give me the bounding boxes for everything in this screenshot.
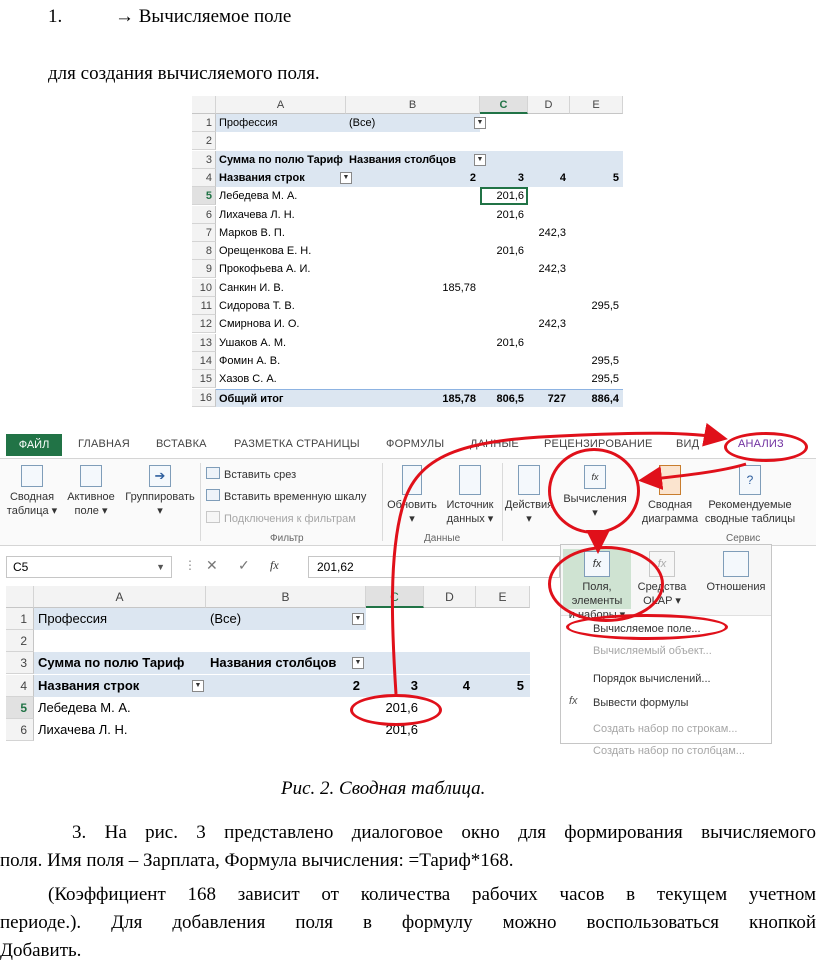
cell-c2[interactable] <box>480 132 528 150</box>
cell-c12[interactable] <box>480 315 528 333</box>
cell-c15[interactable] <box>480 370 528 388</box>
cell-e12[interactable] <box>570 315 623 333</box>
cell-a6[interactable]: Лихачева Л. Н. <box>38 722 128 737</box>
table-row <box>192 151 623 169</box>
cell-a5[interactable]: Лебедева М. А. <box>38 699 131 715</box>
table-row <box>192 169 623 187</box>
group-label-data: Данные <box>424 533 461 544</box>
cell-e15[interactable]: 295,5 <box>591 373 619 386</box>
paragraph-1-line-1: 3. На рис. 3 представлено диалоговое окно для формирования вычисляемого <box>72 822 816 843</box>
cell-a12[interactable]: Смирнова И. О. <box>219 318 300 331</box>
calculations-fx-icon: fx <box>584 465 606 489</box>
cell-a5[interactable]: Лебедева М. А. <box>219 190 298 203</box>
cell-c16[interactable]: 806,5 <box>480 389 528 407</box>
row-number[interactable]: 15 <box>192 370 216 388</box>
col-header-a[interactable]: A <box>34 586 206 608</box>
table-row <box>192 297 623 315</box>
data-source-label-1: Источник <box>446 499 494 511</box>
col-header-d[interactable]: D <box>528 96 570 114</box>
table-row <box>192 260 623 278</box>
cell-b1[interactable]: (Все) <box>206 608 366 630</box>
row-number[interactable]: 12 <box>192 315 216 333</box>
row-number[interactable]: 3 <box>192 151 216 169</box>
tab-view[interactable]: ВИД <box>676 438 700 450</box>
group-label-2: ▾ <box>157 505 163 517</box>
fields-items-sets-label-1: Поля, элементы <box>571 581 623 607</box>
cell-e9[interactable] <box>570 260 623 278</box>
cancel-icon[interactable]: ✕ <box>206 557 218 573</box>
cell-b3[interactable]: Названия столбцов <box>346 151 480 169</box>
row-number[interactable]: 4 <box>192 169 216 187</box>
cell-d2[interactable] <box>528 132 570 150</box>
table-row <box>192 187 623 205</box>
cell-b2[interactable] <box>346 132 480 150</box>
formula-input[interactable]: 201,62 <box>308 556 560 578</box>
active-field-label-1: Активное <box>67 491 115 503</box>
table-row <box>192 242 623 260</box>
tab-insert[interactable]: ВСТАВКА <box>156 438 207 450</box>
row-number[interactable]: 6 <box>6 719 34 741</box>
figure-caption: Рис. 2. Сводная таблица. <box>281 778 486 799</box>
menu-create-set-columns[interactable]: Создать набор по столбцам... <box>593 745 745 757</box>
cell-a11[interactable]: Сидорова Т. В. <box>219 300 295 312</box>
cell-b7[interactable] <box>346 224 480 242</box>
col-header-b[interactable]: B <box>206 586 366 608</box>
cell-a3[interactable]: Сумма по полю Тариф <box>34 652 206 674</box>
cell-b12[interactable] <box>346 315 480 333</box>
col-header-c[interactable]: C <box>366 586 424 608</box>
cell-b3[interactable]: Названия столбцов <box>206 652 366 674</box>
cell-e11[interactable]: 295,5 <box>591 300 619 312</box>
olap-tools-icon: fx <box>649 551 675 577</box>
menu-calculated-field[interactable]: Вычисляемое поле... <box>593 623 701 635</box>
table-row <box>192 370 623 388</box>
cell-e14[interactable]: 295,5 <box>591 354 619 367</box>
cell-e4[interactable]: 5 <box>570 169 623 187</box>
tab-formulas[interactable]: ФОРМУЛЫ <box>386 438 445 450</box>
group-label-1: Группировать <box>125 491 195 503</box>
tab-data[interactable]: ДАННЫЕ <box>470 438 519 450</box>
intro-line: для создания вычисляемого поля. <box>48 63 320 84</box>
cell-a13[interactable]: Ушаков А. М. <box>219 336 287 349</box>
cell-c13[interactable]: 201,6 <box>496 336 524 349</box>
cell-b11[interactable] <box>346 297 480 315</box>
cell-e5[interactable] <box>570 187 623 205</box>
row-number[interactable]: 4 <box>6 675 34 697</box>
tab-review[interactable]: РЕЦЕНЗИРОВАНИЕ <box>544 438 653 450</box>
cell-d12[interactable]: 242,3 <box>538 318 566 331</box>
cell-d14[interactable] <box>528 352 570 370</box>
menu-create-set-rows[interactable]: Создать набор по строкам... <box>593 723 738 735</box>
row-number[interactable]: 8 <box>192 242 216 260</box>
cell-d15[interactable] <box>528 370 570 388</box>
col-header-e[interactable]: E <box>570 96 623 114</box>
row-number[interactable]: 6 <box>192 206 216 224</box>
cell-d9[interactable]: 242,3 <box>538 263 566 276</box>
tab-analyze[interactable]: АНАЛИЗ <box>738 438 784 450</box>
menu-solve-order[interactable]: Порядок вычислений... <box>593 673 711 685</box>
cell-c4[interactable]: 3 <box>480 169 528 187</box>
chevron-down-icon[interactable]: ▼ <box>156 562 165 572</box>
cell-a6[interactable]: Лихачева Л. Н. <box>219 208 295 221</box>
formula-bar-splitter-icon[interactable]: ⋮ <box>184 558 196 572</box>
cell-e13[interactable] <box>570 334 623 352</box>
cell-b15[interactable] <box>346 370 480 388</box>
cell-c6[interactable]: 201,6 <box>496 208 524 221</box>
row-number[interactable]: 2 <box>192 132 216 150</box>
cell-d4[interactable]: 4 <box>424 675 476 697</box>
cell-e16[interactable]: 886,4 <box>570 389 623 407</box>
cell-c4[interactable]: 3 <box>366 675 424 697</box>
cell-e10[interactable] <box>570 279 623 297</box>
col-header-b[interactable]: B <box>346 96 480 114</box>
group-label-service: Сервис <box>726 533 761 544</box>
cell-b9[interactable] <box>346 260 480 278</box>
cell-c3[interactable] <box>480 151 528 169</box>
tab-page-layout[interactable]: РАЗМЕТКА СТРАНИЦЫ <box>234 438 360 450</box>
cell-d5[interactable] <box>528 187 570 205</box>
row-number[interactable]: 1 <box>6 608 34 630</box>
menu-list-formulas[interactable]: Вывести формулы <box>593 697 689 709</box>
group-label-filter: Фильтр <box>270 533 304 544</box>
cell-a7[interactable]: Марков В. П. <box>219 226 285 239</box>
row-labels-dropdown-icon[interactable]: ▼ <box>192 680 204 692</box>
table-row <box>192 224 623 242</box>
row-number[interactable]: 5 <box>192 187 216 205</box>
col-header-a[interactable]: A <box>216 96 346 114</box>
cell-c7[interactable] <box>480 224 528 242</box>
cell-a1[interactable]: Профессия <box>216 114 346 132</box>
select-all-corner[interactable] <box>192 96 216 114</box>
pivot-chart-label-2: диаграмма <box>641 513 699 525</box>
table-row <box>192 132 623 150</box>
row-number[interactable]: 9 <box>192 260 216 278</box>
menu-calculated-item[interactable]: Вычисляемый объект... <box>593 645 712 657</box>
cell-e4[interactable]: 5 <box>476 675 530 697</box>
row-number[interactable]: 3 <box>6 652 34 674</box>
col-header-c[interactable]: C <box>480 96 528 114</box>
row-number[interactable]: 11 <box>192 297 216 315</box>
pivot-chart-label-1: Сводная <box>647 499 693 511</box>
cell-b10[interactable]: 185,78 <box>442 281 476 294</box>
cell-e7[interactable] <box>570 224 623 242</box>
cell-d7[interactable]: 242,3 <box>538 226 566 239</box>
cell-b5[interactable] <box>346 187 480 205</box>
paragraph-2-line-2: периоде.). Для добавления поля в формулу можно воспользоваться кнопкой <box>0 912 816 933</box>
table-row <box>192 315 623 333</box>
table-row <box>192 352 623 370</box>
cell-d1[interactable] <box>528 114 570 132</box>
cell-a9[interactable]: Прокофьева А. И. <box>219 263 311 276</box>
list-number: 1. <box>48 6 63 27</box>
paragraph-2-line-3: Добавить. <box>0 940 82 961</box>
olap-tools-label-2: OLAP ▾ <box>643 595 681 607</box>
table-row <box>192 206 623 224</box>
cell-c5[interactable]: 201,6 <box>385 699 418 715</box>
cell-d6[interactable] <box>528 206 570 224</box>
cell-b4[interactable]: 2 <box>206 675 366 697</box>
cell-d10[interactable] <box>528 279 570 297</box>
row-number[interactable]: 2 <box>6 630 34 652</box>
insert-function-icon[interactable]: fx <box>270 558 279 572</box>
pivot-table-label-1: Сводная <box>9 491 55 503</box>
row-number[interactable]: 13 <box>192 334 216 352</box>
row-labels-dropdown-icon[interactable]: ▼ <box>340 172 352 184</box>
table-row <box>192 279 623 297</box>
cell-b4[interactable]: 2 <box>346 169 480 187</box>
row-number[interactable]: 16 <box>192 389 216 407</box>
cell-b13[interactable] <box>346 334 480 352</box>
cell-a3[interactable]: Сумма по полю Тариф <box>216 151 346 169</box>
fields-fx-icon: fx <box>584 551 610 577</box>
cell-e2[interactable] <box>570 132 623 150</box>
cell-c10[interactable] <box>480 279 528 297</box>
filter-connections-label: Подключения к фильтрам <box>224 513 356 525</box>
row-number[interactable]: 5 <box>6 697 34 719</box>
recommended-pivot-label-2: сводные таблицы <box>704 513 796 525</box>
column-labels-dropdown-icon[interactable]: ▼ <box>352 657 364 669</box>
paragraph-2-line-1: (Коэффициент 168 зависит от количества рабочих часов в текущем учетном <box>48 884 816 905</box>
cell-a4[interactable]: Названия строк <box>34 675 206 697</box>
cell-e3[interactable] <box>570 151 623 169</box>
recommended-pivot-icon: ? <box>739 465 761 495</box>
cell-c5[interactable]: 201,6 <box>480 187 528 205</box>
actions-label-2: ▾ <box>526 513 532 525</box>
cell-a2[interactable] <box>216 132 346 150</box>
table-row <box>192 334 623 352</box>
cell-c6[interactable]: 201,6 <box>385 722 418 737</box>
cell-a14[interactable]: Фомин А. В. <box>219 354 281 367</box>
cell-d11[interactable] <box>528 297 570 315</box>
cell-b1[interactable]: (Все) <box>346 114 480 132</box>
cell-b6[interactable] <box>346 206 480 224</box>
paragraph-1-line-2: поля. Имя поля – Зарплата, Формула вычисления: =Тариф*168. <box>0 850 514 871</box>
cell-c8[interactable]: 201,6 <box>496 245 524 258</box>
column-labels-dropdown-icon[interactable]: ▼ <box>474 154 486 166</box>
row-number[interactable]: 14 <box>192 352 216 370</box>
cell-c9[interactable] <box>480 260 528 278</box>
cell-d3[interactable] <box>528 151 570 169</box>
excel-ribbon-screenshot <box>0 432 816 757</box>
enter-check-icon[interactable]: ✓ <box>238 557 250 573</box>
name-box-value: C5 <box>13 560 29 574</box>
row-number[interactable]: 1 <box>192 114 216 132</box>
filter-dropdown-icon[interactable]: ▼ <box>352 613 364 625</box>
cell-d4[interactable]: 4 <box>528 169 570 187</box>
cell-e6[interactable] <box>570 206 623 224</box>
actions-label-1: Действия <box>504 499 554 511</box>
cell-c1[interactable] <box>480 114 528 132</box>
insert-timeline-label: Вставить временную шкалу <box>224 491 367 503</box>
pivot-table-screenshot <box>192 96 623 406</box>
cell-e1[interactable] <box>570 114 623 132</box>
cell-b8[interactable] <box>346 242 480 260</box>
tab-home[interactable]: ГЛАВНАЯ <box>78 438 130 450</box>
cell-d8[interactable] <box>528 242 570 260</box>
cell-a10[interactable]: Санкин И. В. <box>219 281 284 294</box>
cell-c14[interactable] <box>480 352 528 370</box>
filter-dropdown-icon[interactable]: ▼ <box>474 117 486 129</box>
table-row <box>192 114 623 132</box>
heading-text: → Вычисляемое поле <box>115 6 292 27</box>
cell-a8[interactable]: Орещенкова Е. Н. <box>219 245 312 258</box>
fields-items-sets-label-2: и наборы ▾ <box>568 609 626 621</box>
active-field-label-2: поле ▾ <box>74 505 108 517</box>
cell-b14[interactable] <box>346 352 480 370</box>
cell-d16[interactable]: 727 <box>528 389 570 407</box>
cell-b16[interactable]: 185,78 <box>346 389 480 407</box>
pivot-table-label-2: таблица ▾ <box>6 505 58 517</box>
relationships-label: Отношения <box>706 581 766 593</box>
tab-file[interactable]: ФАЙЛ <box>6 434 62 456</box>
refresh-label-2: ▾ <box>409 513 415 525</box>
group-arrow-icon: ➔ <box>149 465 171 487</box>
annotation-arrows <box>0 432 816 744</box>
insert-slicer-label: Вставить срез <box>224 469 297 481</box>
cell-c11[interactable] <box>480 297 528 315</box>
cell-d13[interactable] <box>528 334 570 352</box>
calculations-label-1: Вычисления <box>563 493 627 505</box>
cell-e8[interactable] <box>570 242 623 260</box>
row-number[interactable]: 10 <box>192 279 216 297</box>
data-source-label-2: данных ▾ <box>446 513 494 525</box>
row-number[interactable]: 7 <box>192 224 216 242</box>
table-row <box>192 389 623 407</box>
col-header-e[interactable]: E <box>476 586 530 608</box>
recommended-pivot-label-1: Рекомендуемые <box>708 499 792 511</box>
calculations-label-2: ▾ <box>592 507 598 519</box>
cell-a16[interactable]: Общий итог <box>216 389 346 407</box>
refresh-label-1: Обновить <box>387 499 437 511</box>
col-header-d[interactable]: D <box>424 586 476 608</box>
list-formulas-icon: fx <box>569 695 578 707</box>
cell-a4[interactable]: Названия строк <box>216 169 346 187</box>
cell-a15[interactable]: Хазов С. А. <box>219 373 277 386</box>
cell-a1[interactable]: Профессия <box>34 608 206 630</box>
olap-tools-label-1: Средства <box>637 581 687 593</box>
